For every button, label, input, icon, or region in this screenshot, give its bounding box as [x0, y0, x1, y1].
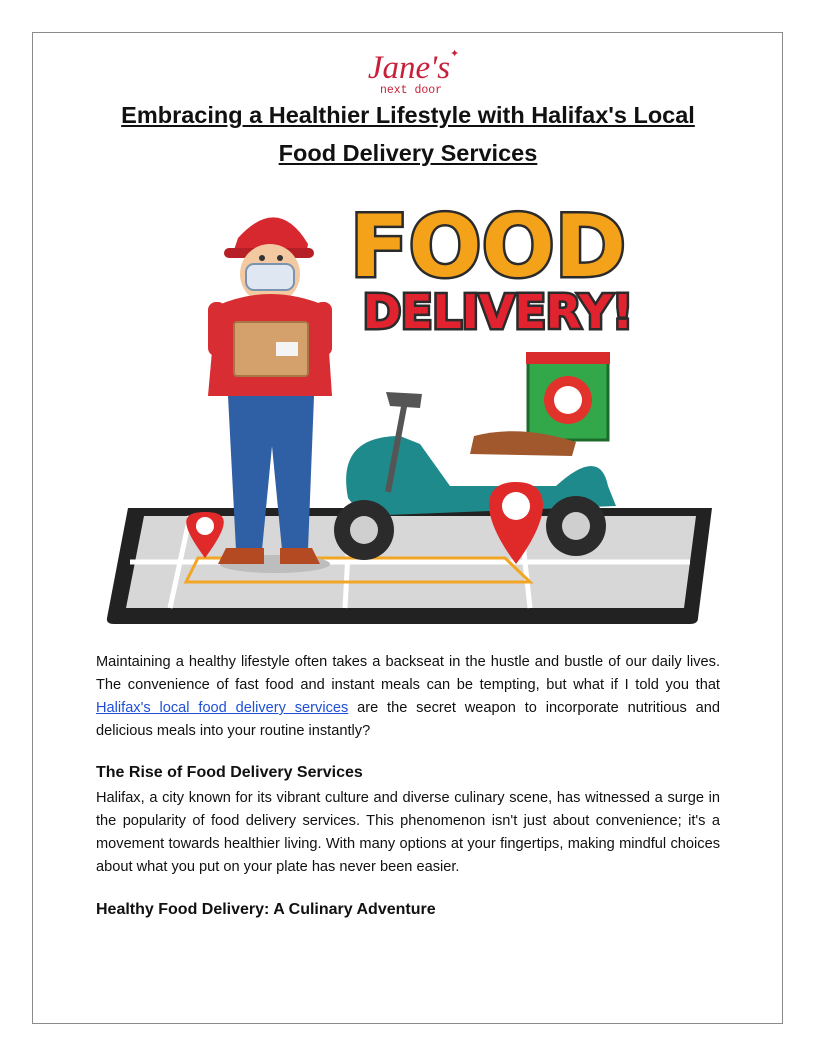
svg-text:DELIVERY!: DELIVERY!: [362, 285, 634, 339]
section-heading-healthy: Healthy Food Delivery: A Culinary Adventure: [96, 901, 436, 918]
intro-paragraph: [96, 651, 720, 743]
section-heading-rise: The Rise of Food Delivery Services: [96, 764, 363, 781]
sparkle-icon: ✦: [450, 48, 460, 60]
hero-illustration: [100, 186, 720, 626]
intro-text-start: Maintaining a healthy lifestyle often takes a backseat in the hustle and bustle of our daily lives. The convenience of fast food and instant meals can be tempting, but what if I told you that: [96, 654, 720, 693]
svg-text:FOOD: FOOD: [349, 197, 627, 297]
brand-logo[interactable]: [356, 46, 462, 98]
brand-logo-wordmark: Jane's: [367, 50, 451, 86]
food-delivery-sign: [350, 197, 633, 339]
page-title: Embracing a Healthier Lifestyle with Halifax's Local Food Delivery Services: [121, 102, 695, 166]
local-food-delivery-link[interactable]: Halifax's local food delivery services: [96, 700, 349, 716]
brand-logo-tagline: next door: [379, 84, 443, 97]
intro-text-end: are the secret weapon to incorporate nutritious and delicious meals into your routine instantly?: [96, 700, 720, 739]
section-paragraph-rise: Halifax, a city known for its vibrant culture and diverse culinary scene, has witnessed a surge in the popularity of food delivery services. This phenomenon isn't just about convenience; it's a movement towards healthier living. With many options at your fingertips, making mindful choices about what you put on your plate has never been easier.: [96, 790, 720, 875]
